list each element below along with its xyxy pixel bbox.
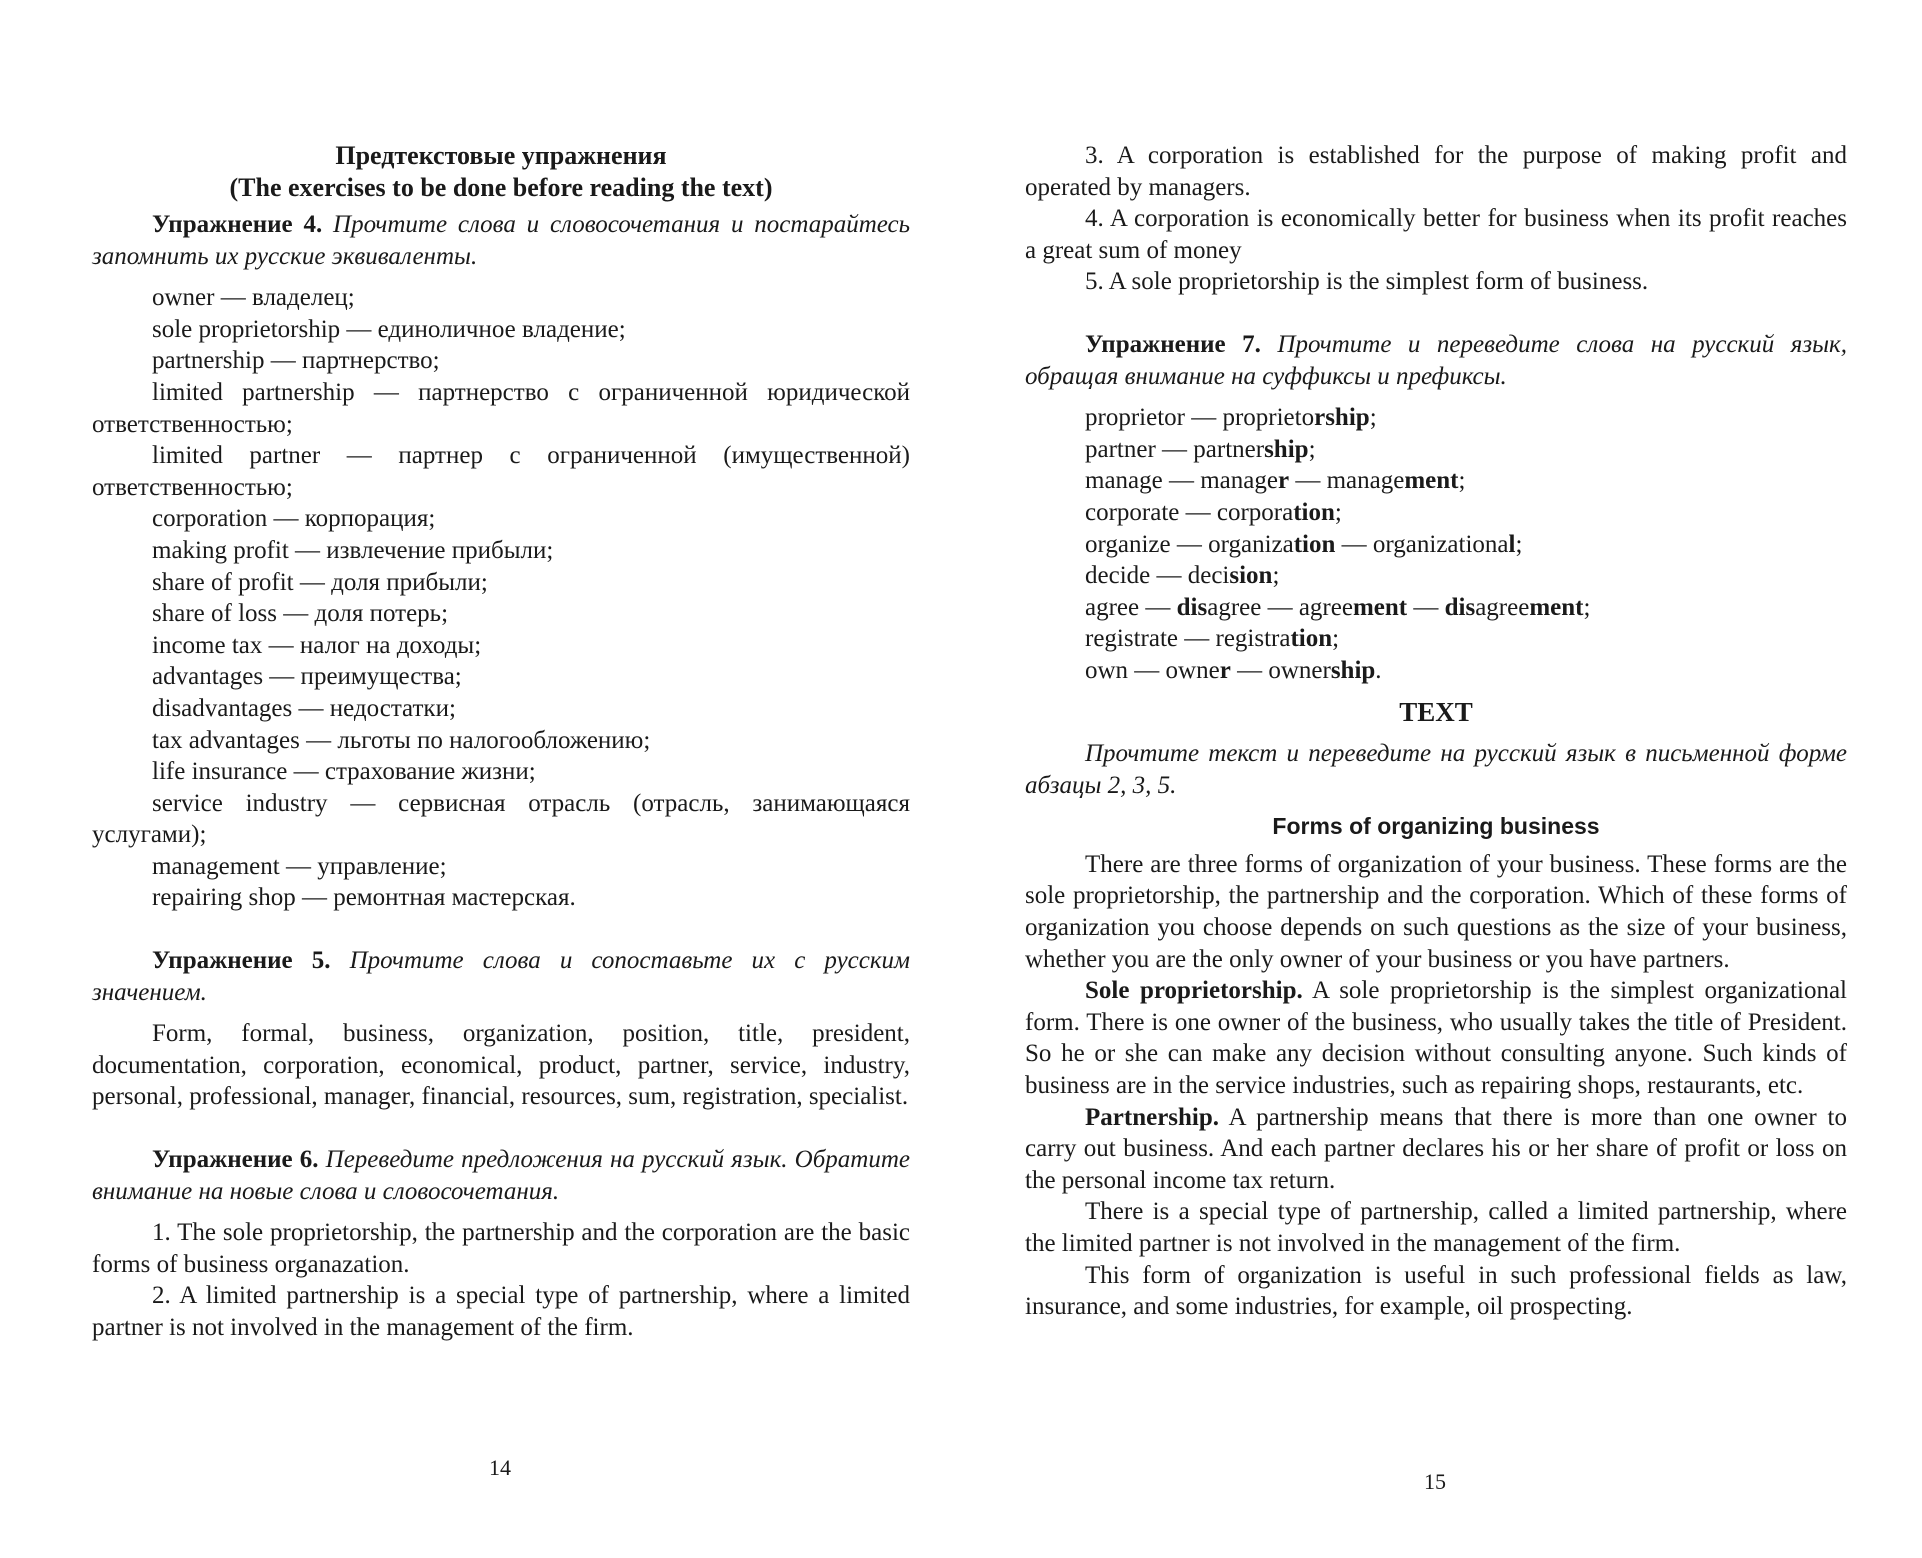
word-fragment: corporate — corpora [1085, 498, 1294, 526]
section-heading-ru: Предтекстовые упражнения [335, 141, 667, 170]
affix-highlight: l [1508, 530, 1516, 558]
left-page [92, 140, 910, 1344]
word-fragment: ; [1272, 562, 1280, 590]
exercise-6-sentence: 4. A corporation is economically better for business when its profit reaches a great sum of money [1025, 205, 1847, 264]
exercise-6-sentence: 1. The sole proprietorship, the partnership and the corporation are the basic forms of business organazation. [92, 1219, 910, 1278]
affix-highlight: ment [1352, 593, 1408, 621]
word-fragment: ; [1515, 530, 1523, 558]
exercise-7-header [1025, 329, 1847, 392]
word-family-line [1025, 560, 1847, 592]
text-paragraph [1025, 975, 1847, 1101]
vocab-item: share of profit — доля прибыли; [152, 568, 488, 596]
affix-highlight: ship [1330, 656, 1376, 684]
word-fragment: manage — manage [1085, 467, 1278, 495]
affix-highlight: rship [1314, 404, 1370, 432]
vocab-item: disadvantages — недостатки; [152, 694, 456, 722]
text-subtitle: Forms of organizing business [1272, 813, 1600, 840]
word-fragment: agree — [1085, 593, 1177, 621]
section-heading-en: (The exercises to be done before reading the text) [229, 172, 773, 202]
paragraph-text: There is a special type of partnership, called a limited partnership, where the limited partner is not involved in the management of the firm. [1025, 1198, 1847, 1257]
exercise-4-label: Упражнение 4. [152, 211, 323, 238]
exercise-7-instruction: Прочтите и переведите слова на русский язык, обращая внимание на суффиксы и префиксы. [1025, 330, 1847, 390]
exercise-6-sentence: 3. A corporation is established for the purpose of making profit and operated by managers. [1025, 142, 1847, 201]
exercise-6-sentence: 2. A limited partnership is a special type of partnership, where a limited partner is not involved in the management of the firm. [92, 1282, 910, 1341]
word-fragment: ; [1334, 498, 1342, 526]
word-fragment: decide — deci [1085, 562, 1230, 590]
affix-highlight: tion [1293, 498, 1335, 526]
exercise-5-label: Упражнение 5. [152, 947, 331, 975]
vocab-item: income tax — налог на доходы; [152, 631, 482, 659]
exercise-5-words: Form, formal, business, organization, position, title, president, documentation, corporation, economical, product, partner, service, industry, personal, professional, manager, financial, resources, sum, registration, specialist. [92, 1020, 910, 1111]
word-family-line [1025, 497, 1847, 529]
vocab-item: repairing shop — ремонтная мастерская. [152, 884, 576, 912]
word-fragment: partner — partner [1085, 435, 1265, 463]
word-fragment: — manage [1289, 467, 1405, 495]
word-fragment: ; [1332, 625, 1340, 653]
word-fragment: ; [1308, 435, 1316, 463]
paragraph-text: This form of organization is useful in such professional fields as law, insurance, and some industries, for example, oil prospecting. [1025, 1261, 1847, 1321]
affix-highlight: ment [1404, 467, 1459, 495]
text-paragraph [1025, 1196, 1847, 1259]
word-fragment: own — owne [1085, 656, 1220, 684]
word-fragment: — owner [1230, 656, 1331, 684]
vocab-item: corporation — корпорация; [152, 505, 436, 533]
text-instruction [1025, 738, 1847, 801]
exercise-5-header [92, 945, 910, 1008]
word-fragment: — organizationa [1335, 530, 1509, 558]
word-fragment: ; [1583, 593, 1591, 621]
vocab-item: owner — владелец; [152, 284, 355, 312]
exercise-7-word-list [1025, 402, 1847, 686]
page-number-right: 15 [1424, 1469, 1446, 1494]
text-title: TEXT [1399, 696, 1473, 727]
word-fragment: agree — agree [1207, 593, 1353, 621]
vocab-item: making profit — извлечение прибыли; [152, 536, 554, 564]
exercise-5-instruction: Прочтите слова и сопоставьте их с русским значением. [92, 947, 911, 1006]
text-paragraph [1025, 849, 1847, 975]
paragraph-text: A sole proprietorship is the simplest organizational form. There is one owner of the business, who usually takes the title of President. So he or she can make any decision without consulting anyone. Such kinds of business are in the service industries, such as repairing shops, restaurants, etc. [1025, 977, 1847, 1100]
vocab-item: sole proprietorship — единоличное владение; [152, 315, 626, 343]
text-instruction-text: Прочтите текст и переведите на русский язык в письменной форме абзацы 2, 3, 5. [1025, 740, 1847, 799]
word-family-line [1025, 402, 1847, 434]
right-page [1025, 140, 1847, 1323]
exercise-6-label: Упражнение 6. [152, 1146, 319, 1174]
exercise-6-header [92, 1144, 910, 1207]
vocab-item: tax advantages — льготы по налогообложению; [152, 726, 651, 754]
word-fragment: — [1407, 593, 1445, 621]
word-family-line [1025, 592, 1847, 624]
affix-highlight: tion [1293, 530, 1336, 558]
word-family-line [1025, 465, 1847, 497]
vocab-item: advantages — преимущества; [152, 663, 462, 691]
vocab-item: life insurance — страхование жизни; [152, 758, 536, 786]
text-paragraph [1025, 1260, 1847, 1323]
word-fragment: registrate — registra [1085, 625, 1291, 653]
exercise-6-instruction: Переведите предложения на русский язык. Обратите внимание на новые слова и словосочетания. [92, 1146, 910, 1205]
page-number-left: 14 [489, 1455, 511, 1480]
word-family-line [1025, 623, 1847, 655]
exercise-4-header [92, 209, 910, 272]
word-fragment: . [1375, 656, 1382, 684]
vocab-item: limited partner — партнер с ограниченной (имущественной) ответственностью; [92, 442, 910, 501]
vocab-item: management — управление; [152, 852, 447, 880]
word-fragment: proprietor — proprieto [1085, 404, 1315, 432]
paragraph-text: There are three forms of organization of your business. These forms are the sole proprietorship, the partnership and the corporation. Which of these forms of organization you choose depends on such questions as the size of your business, whether you are the only owner of your business or you have partners. [1025, 850, 1847, 973]
affix-highlight: r [1219, 656, 1231, 684]
affix-highlight: sion [1229, 562, 1273, 590]
affix-highlight: tion [1290, 625, 1333, 653]
affix-highlight: dis [1444, 593, 1476, 621]
exercise-7-label: Упражнение 7. [1085, 330, 1261, 358]
affix-highlight: dis [1176, 593, 1208, 621]
exercise-6-sentence: 5. A sole proprietorship is the simplest form of business. [1085, 268, 1649, 296]
word-fragment: ; [1369, 404, 1377, 432]
vocab-item: partnership — партнерство; [152, 347, 440, 375]
word-fragment: agree [1475, 593, 1530, 621]
affix-highlight: ship [1264, 435, 1309, 463]
exercise-4-vocab-list [92, 282, 910, 914]
vocab-item: limited partnership — партнерство с ограниченной юридической ответственностью; [92, 378, 910, 438]
affix-highlight: ment [1529, 593, 1584, 621]
paragraph-label: Sole proprietorship. [1085, 977, 1303, 1005]
word-family-line [1025, 655, 1847, 687]
word-family-line [1025, 434, 1847, 466]
text-paragraph [1025, 1102, 1847, 1197]
exercise-4-instruction: Прочтите слова и словосочетания и постарайтесь запомнить их русские эквиваленты. [92, 211, 911, 270]
word-family-line [1025, 529, 1847, 561]
affix-highlight: r [1277, 467, 1290, 495]
paragraph-label: Partnership. [1085, 1103, 1220, 1131]
word-fragment: organize — organiza [1085, 530, 1294, 558]
paragraph-text: A partnership means that there is more than one owner to carry out business. And each partner declares his or her share of profit or loss on the personal income tax return. [1025, 1103, 1847, 1194]
vocab-item: share of loss — доля потерь; [152, 600, 449, 628]
word-fragment: ; [1458, 467, 1466, 495]
vocab-item: service industry — сервисная отрасль (отрасль, занимающаяся услугами); [92, 789, 910, 849]
